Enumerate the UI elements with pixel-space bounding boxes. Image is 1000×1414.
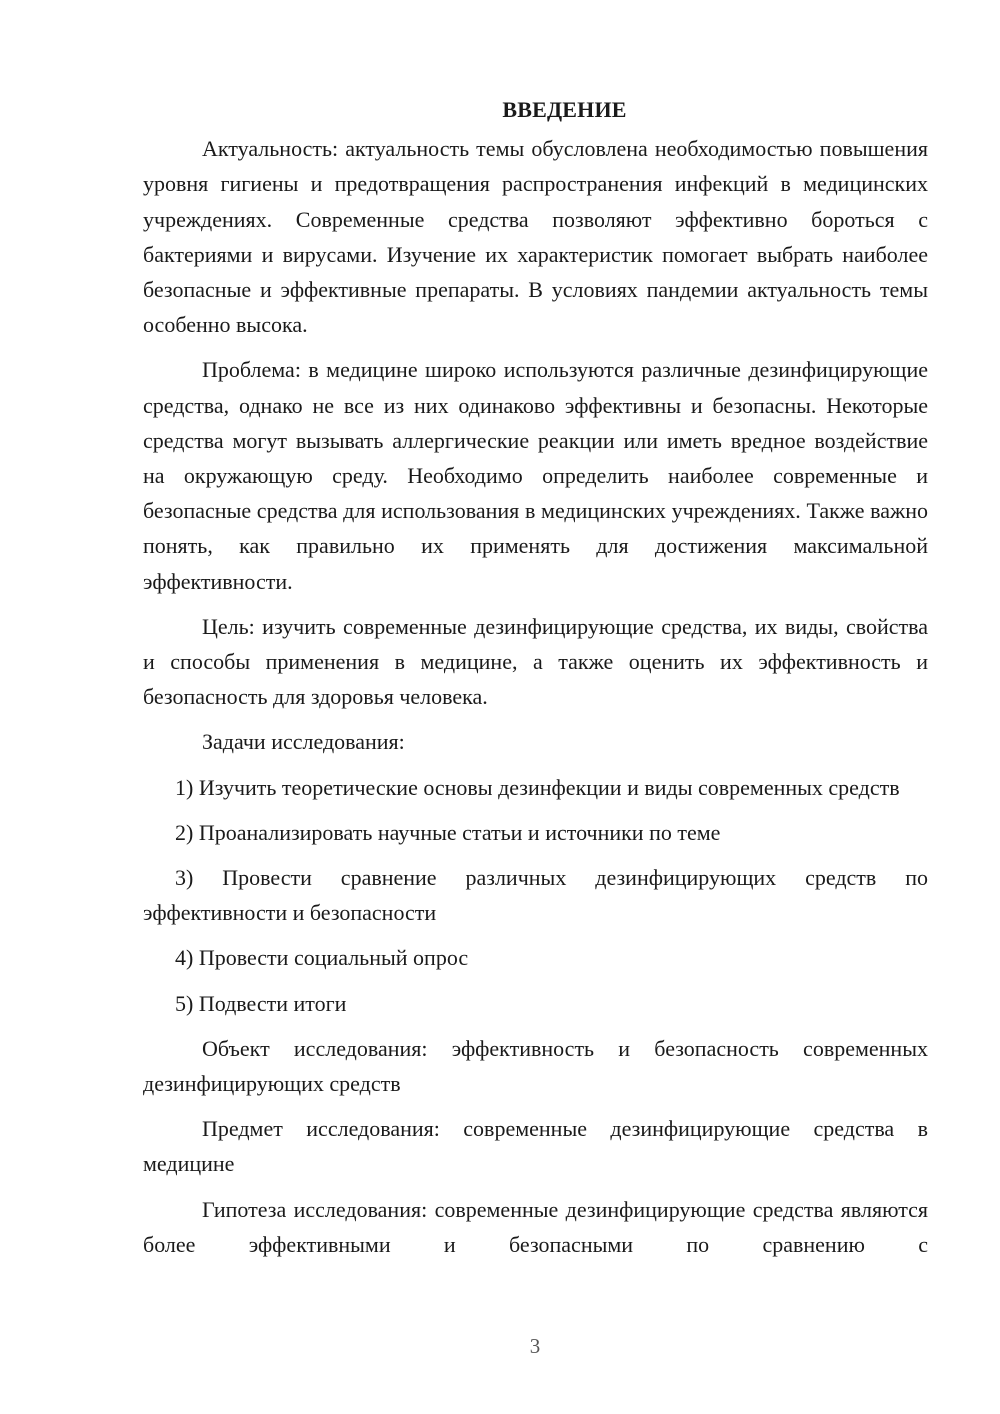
paragraph-problem: Проблема: в медицине широко используются различные дезинфицирующие средства, однако не все из них одинаково эффективны и безопасны. Некоторые средства могут вызывать аллергические реакции или иметь вредное воздействие на окружающую среду. Необходимо определить наиболее современные и безопасные средства для использования в медицинских учреждениях. Также важно понять, как правильно их применять для достижения максимальной эффективности. <box>143 357 928 594</box>
tasks-heading: Задачи исследования: <box>202 729 405 755</box>
paragraph-subject: Предмет исследования: современные дезинфицирующие средства в медицине <box>143 1116 928 1177</box>
task-item-5: 5) Подвести итоги <box>175 990 347 1016</box>
task-item-1: 1) Изучить теоретические основы дезинфекции и виды современных средств <box>175 774 900 800</box>
section-title: ВВЕДЕНИЕ <box>502 97 627 122</box>
task-item-4: 4) Провести социальный опрос <box>175 945 469 971</box>
task-item-2: 2) Проанализировать научные статьи и источники по теме <box>175 819 721 845</box>
paragraph-relevance: Актуальность: актуальность темы обусловлена необходимостью повышения уровня гигиены и предотвращения распространения инфекций в медицинских учреждениях. Современные средства позволяют эффективно бороться с бактериями и вирусами. Изучение их характеристик помогает выбрать наиболее безопасные и эффективные препараты. В условиях пандемии актуальность темы особенно высока. <box>143 136 928 338</box>
paragraph-object: Объект исследования: эффективность и безопасность современных дезинфицирующих средств <box>143 1035 928 1097</box>
task-item-3: 3) Провести сравнение различных дезинфицирующих средств по эффективности и безопасности <box>143 865 928 926</box>
paragraph-goal: Цель: изучить современные дезинфицирующие средства, их виды, свойства и способы применения в медицине, а также оценить их эффективность и безопасность для здоровья человека. <box>143 613 928 710</box>
paragraph-hypothesis: Гипотеза исследования: современные дезинфицирующие средства являются более эффективными и безопасными по сравнению с <box>143 1196 928 1257</box>
page-number: 3 <box>529 1334 541 1358</box>
document-body <box>143 92 928 1272</box>
